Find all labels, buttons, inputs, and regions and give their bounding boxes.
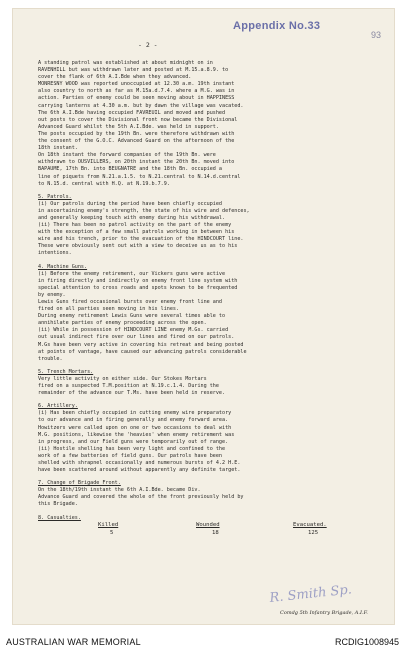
intro-paragraphs: [38, 60, 380, 188]
text-line: M.Gs have been very active in covering his retreat and being posted: [38, 341, 244, 348]
text-line: A standing patrol was established at about midnight on in: [38, 60, 213, 66]
text-line: in progress, and our Field guns were temporarily out of range.: [38, 438, 229, 445]
section-brigade-front: [38, 487, 380, 508]
text-line: The 6th A.I.Bde having occupied FAVREUIL and moved and pushed: [38, 109, 226, 116]
text-line: (ii) There has been no patrol activity on the part of the enemy: [38, 222, 232, 229]
text-line: The posts occupied by the 19th Bn. were therefore withdrawn with: [38, 130, 235, 137]
text-line: line of piquets from N.21.a.1.5. to N.21.central to N.14.d.central: [38, 173, 241, 180]
text-line: in ascertaining enemy's strength, the state of his wire and defences,: [38, 207, 250, 214]
footer-bar: [0, 628, 407, 654]
text-line: trouble.: [38, 355, 63, 362]
casualty-header-wounded: Wounded: [196, 521, 220, 528]
section-machine-guns: [38, 271, 380, 363]
section-heading: 5. Trench Mortars.: [38, 368, 94, 375]
text-line: by enemy.: [38, 291, 66, 298]
text-line: remainder of the advance our T.Ms. have been held in reserve.: [38, 390, 226, 397]
text-line: cover the flank of 6th A.I.Bde when they advanced.: [38, 74, 192, 81]
text-line: Howitzers were called upon on one or two occasions to deal with: [38, 424, 232, 431]
section-heading: 8. Casualties.: [38, 514, 81, 521]
page-marker: - 2 -: [138, 41, 158, 49]
section-heading: 4. Machine Guns.: [38, 263, 88, 270]
text-line: shelled with shrapnel occasionally and numerous bursts of 4.2 H.E.: [38, 459, 241, 466]
section-trench-mortars: [38, 376, 380, 397]
text-line: special attention to cross roads and spots known to be frequented: [38, 284, 238, 291]
text-line: (ii) While in possession of HINDCOURT LINE enemy M.Gs. carried: [38, 327, 229, 334]
text-line: 18th instant.: [38, 145, 78, 152]
casualty-killed: 5: [110, 529, 114, 536]
text-line: On 18th instant the forward companies of the 19th Bn. were: [38, 152, 216, 159]
text-line: M.G. positions, likewise the 'heavies' when enemy retirement was: [38, 431, 235, 438]
text-line: in firing directly and indirectly on enemy front line system with: [38, 277, 238, 284]
text-line: RAVENHILL but was withdrawn later and posted at M.15.a.8.9. to: [38, 67, 229, 74]
text-line: (i) Before the enemy retirement, our Vickers guns were active: [38, 270, 226, 277]
casualty-wounded: 18: [212, 529, 219, 536]
text-line: These were obviously sent out with a view to deceive us as to his: [38, 243, 238, 250]
sheet-number: 93: [371, 30, 382, 40]
handwritten-signature: R. Smith Sp.: [268, 582, 353, 606]
text-line: fired on a suspected T.M.position at N.19.c.1.4. During the: [38, 383, 219, 390]
text-line: wire and his trench, prior to the evacuation of the HINDCOURT line.: [38, 236, 244, 243]
text-line: intentions.: [38, 250, 72, 257]
document-body: [38, 60, 380, 538]
section-heading: 7. Change of Brigade Front.: [38, 480, 121, 487]
text-line: (i) Our patrols during the period have been chiefly occupied: [38, 200, 223, 207]
appendix-label: Appendix No.33: [233, 20, 321, 32]
signature-note: Comdg 5th Infantry Brigade, A.I.F.: [280, 610, 368, 616]
casualty-header-evacuated: Evacuated.: [293, 521, 327, 528]
text-line: this Brigade.: [38, 501, 78, 508]
footer-source: AUSTRALIAN WAR MEMORIAL: [6, 637, 141, 647]
text-line: annihilate parties of enemy proceeding across the open.: [38, 320, 207, 327]
text-line: also country to north as far as M.15a.d.7.4. where a M.G. was in: [38, 88, 235, 95]
text-line: out usual indirect fire over our lines and fired on our patrols.: [38, 334, 235, 341]
text-line: and generally keeping touch with enemy during his withdrawal.: [38, 214, 226, 221]
text-line: (i) Has been chiefly occupied in cutting enemy wire preparatory: [38, 410, 232, 417]
text-line: out posts to cover the Divisional front now became the Divisional: [38, 116, 238, 123]
footer-id: RCDIG1008945: [334, 637, 399, 647]
text-line: MONRESNY WOOD was reported unoccupied at 12.30 a.m. 19th instant: [38, 81, 235, 88]
casualty-evacuated: 125: [308, 529, 319, 536]
text-line: work of a few batteries of field guns. Our patrols have been: [38, 452, 223, 459]
text-line: During enemy retirement Lewis Guns were several times able to: [38, 313, 226, 320]
text-line: fired on all parties seen moving in his lines.: [38, 306, 180, 313]
text-line: carrying lanterns at 4.30 a.m. but by dawn the village was vacated.: [38, 102, 244, 109]
casualty-header-killed: Killed: [98, 521, 119, 528]
section-artillery: [38, 410, 380, 474]
text-line: Advanced Guard whilst the 5th A.I.Bde. was held in support.: [38, 123, 219, 130]
text-line: to our advance and in firing generally and enemy forward area.: [38, 417, 229, 424]
text-line: withdrawn to OUSVILLERS, on 20th instant the 20th Bn. moved into: [38, 159, 235, 166]
text-line: to N.15.d. central with H.Q. at N.19.b.7.9.: [38, 180, 170, 187]
text-line: action. Parties of enemy could be seen moving about in HAPPINESS: [38, 95, 235, 102]
text-line: the consent of the G.O.C. Advanced Guard on the afternoon of the: [38, 138, 235, 145]
text-line: Lewis Guns fired occasional bursts over enemy front line and: [38, 299, 223, 305]
casualty-headers: [38, 522, 380, 530]
text-line: Advance Guard and covered the whole of the front previously held by: [38, 494, 244, 501]
text-line: BAPAUME, 17th Bn. into BEUGNATRE and the 18th Bn. occupied a: [38, 166, 223, 173]
casualty-values: [38, 530, 380, 538]
section-heading: 6. Artillery.: [38, 403, 78, 410]
section-heading: 5. Patrols.: [38, 193, 72, 200]
section-patrols: [38, 201, 380, 258]
text-line: (ii) Hostile shelling has been very light and confined to the: [38, 445, 226, 452]
text-line: at points of vantage, have caused our advancing patrols considerable: [38, 348, 247, 355]
text-line: On the 18th/19th instant the 6th A.I.Bde. became Div.: [38, 487, 201, 494]
text-line: have been scattered around without apparently any definite target.: [38, 467, 241, 474]
text-line: Very little activity on either side. Our Stokes Mortars: [38, 375, 207, 382]
text-line: with the exception of a few small patrols working in between his: [38, 229, 235, 236]
